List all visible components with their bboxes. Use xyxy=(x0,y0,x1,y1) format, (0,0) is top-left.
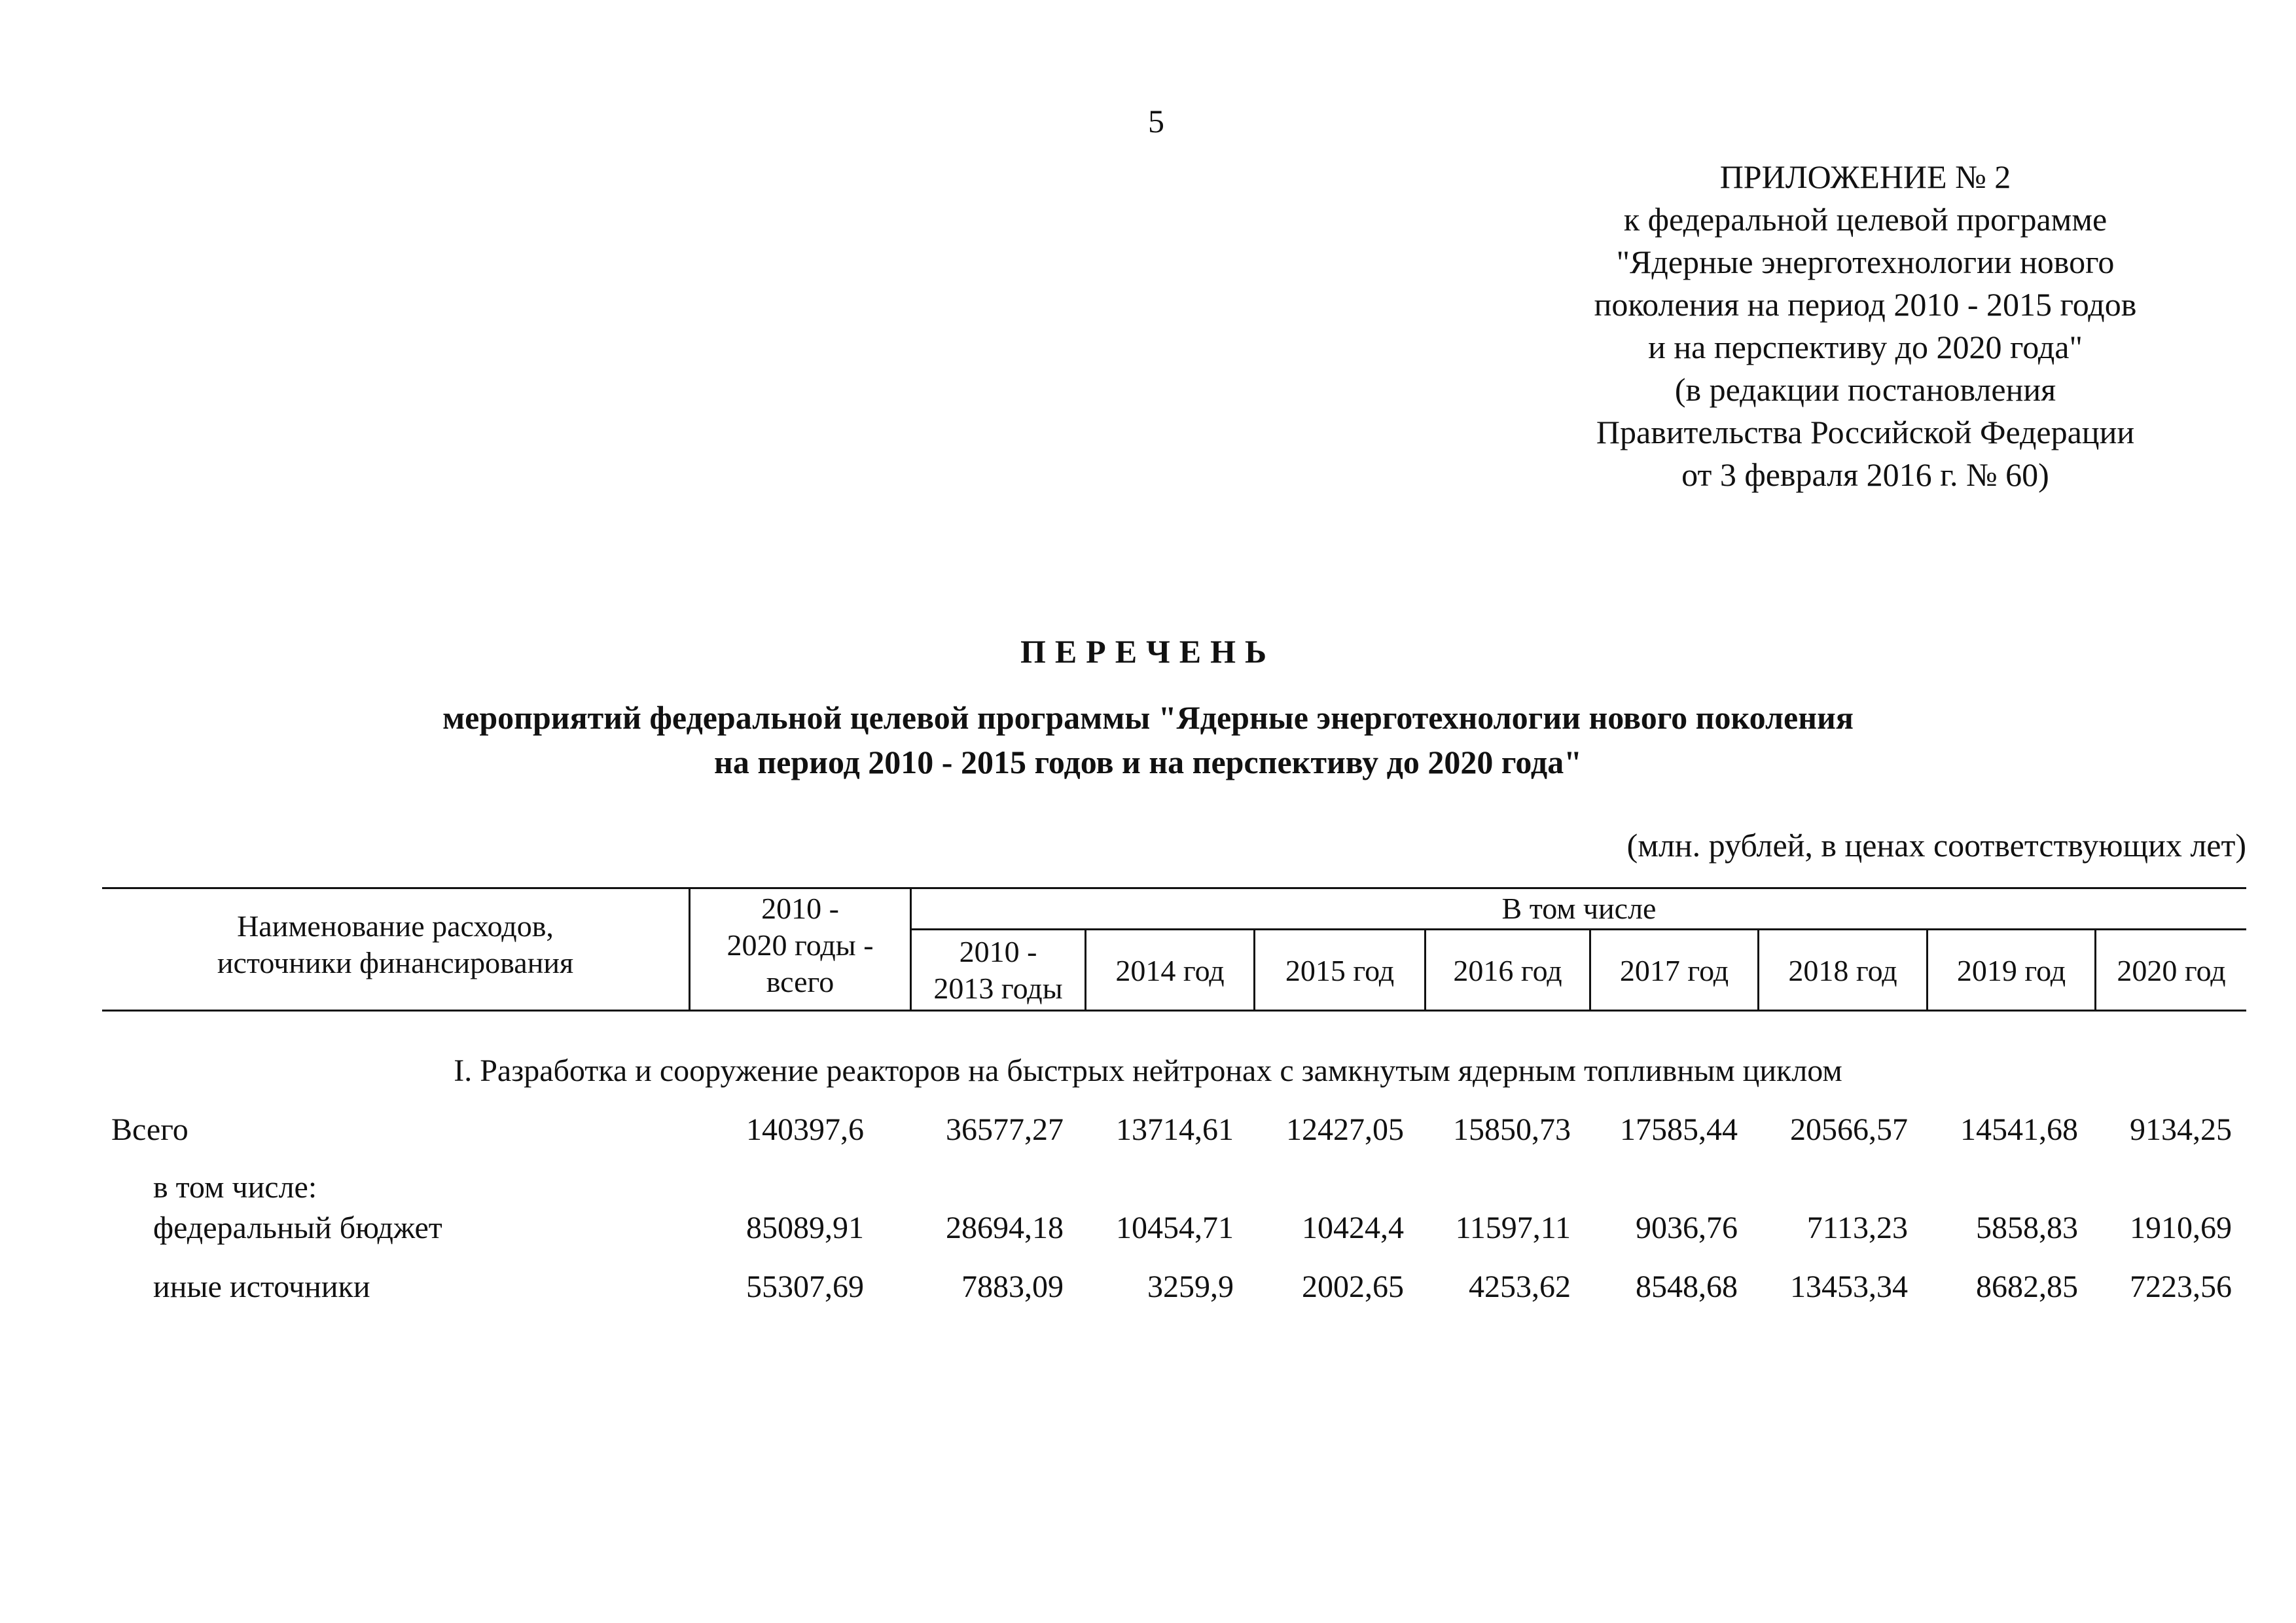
header-total-column: 2010 - 2020 годы - всего xyxy=(726,892,874,998)
table-cell: 1910,69 xyxy=(2130,1211,2232,1245)
page-number: 5 xyxy=(1148,103,1164,139)
table-cell: 11597,11 xyxy=(1455,1211,1571,1245)
unit-note: (млн. рублей, в ценах соответствующих лет) xyxy=(1626,827,2246,864)
subtitle-line-1: мероприятий федеральной целевой программы "Ядерные энерготехнологии нового поколения xyxy=(442,699,1854,736)
section-title: I. Разработка и сооружение реакторов на быстрых нейтронах с замкнутым ядерным топливным циклом xyxy=(454,1053,1842,1088)
subtitle-line-2: на период 2010 - 2015 годов и на перспективу до 2020 года" xyxy=(714,744,1582,780)
appendix-line: (в редакции постановления xyxy=(1674,371,2056,408)
table-header-bottom-border xyxy=(102,1010,2246,1012)
table-cell: 12427,05 xyxy=(1286,1112,1404,1147)
table-cell: 2002,65 xyxy=(1302,1269,1404,1304)
appendix-block xyxy=(1505,156,2225,496)
row-label-total: Всего xyxy=(111,1112,188,1147)
table-cell: 5858,83 xyxy=(1976,1211,2078,1245)
table-top-border xyxy=(102,887,2246,889)
header-including: В том числе xyxy=(1501,892,1657,925)
header-year-2018: 2018 год xyxy=(1788,954,1897,987)
document-subtitle xyxy=(0,695,2296,784)
table-cell: 15850,73 xyxy=(1453,1112,1571,1147)
header-subdivider xyxy=(910,928,2246,930)
table-cell: 14541,68 xyxy=(1960,1112,2078,1147)
row-label-including: в том числе: xyxy=(153,1170,317,1205)
table-cell: 13453,34 xyxy=(1790,1269,1908,1304)
table-cell: 8682,85 xyxy=(1976,1269,2078,1304)
row-label-other-sources: иные источники xyxy=(153,1269,370,1304)
header-year-2017: 2017 год xyxy=(1619,954,1729,987)
header-year-2014: 2014 год xyxy=(1115,954,1225,987)
row-label-federal-budget: федеральный бюджет xyxy=(153,1211,442,1245)
table-cell: 10424,4 xyxy=(1302,1211,1404,1245)
table-cell: 55307,69 xyxy=(746,1269,864,1304)
table-cell: 7223,56 xyxy=(2130,1269,2232,1304)
appendix-line: поколения на период 2010 - 2015 годов xyxy=(1594,286,2137,323)
appendix-line: и на перспективу до 2020 года" xyxy=(1648,329,2083,365)
table-cell: 9134,25 xyxy=(2130,1112,2232,1147)
header-year-2015: 2015 год xyxy=(1285,954,1395,987)
table-cell: 4253,62 xyxy=(1469,1269,1571,1304)
table-cell: 28694,18 xyxy=(946,1211,1064,1245)
header-year-2019: 2019 год xyxy=(1956,954,2066,987)
document-title: ПЕРЕЧЕНЬ xyxy=(1020,633,1276,670)
header-year-2010-2013: 2010 - 2013 годы xyxy=(933,935,1063,1005)
table-cell: 10454,71 xyxy=(1116,1211,1234,1245)
appendix-line: к федеральной целевой программе xyxy=(1623,201,2108,238)
table-cell: 140397,6 xyxy=(746,1112,864,1147)
appendix-line: Правительства Российской Федерации xyxy=(1596,414,2135,450)
header-year-2020: 2020 год xyxy=(2117,954,2226,987)
table-cell: 36577,27 xyxy=(946,1112,1064,1147)
appendix-line: "Ядерные энерготехнологии нового xyxy=(1616,244,2115,280)
table-cell: 3259,9 xyxy=(1147,1269,1234,1304)
table-cell: 7883,09 xyxy=(961,1269,1064,1304)
table-cell: 9036,76 xyxy=(1636,1211,1738,1245)
header-year-2016: 2016 год xyxy=(1453,954,1562,987)
table-cell: 7113,23 xyxy=(1806,1211,1908,1245)
header-name-column: Наименование расходов, источники финансирования xyxy=(217,909,574,979)
table-cell: 13714,61 xyxy=(1116,1112,1234,1147)
appendix-line: от 3 февраля 2016 г. № 60) xyxy=(1681,456,2049,493)
appendix-line: ПРИЛОЖЕНИЕ № 2 xyxy=(1719,158,2011,195)
table-cell: 85089,91 xyxy=(746,1211,864,1245)
table-cell: 8548,68 xyxy=(1636,1269,1738,1304)
table-cell: 17585,44 xyxy=(1620,1112,1738,1147)
table-cell: 20566,57 xyxy=(1790,1112,1908,1147)
